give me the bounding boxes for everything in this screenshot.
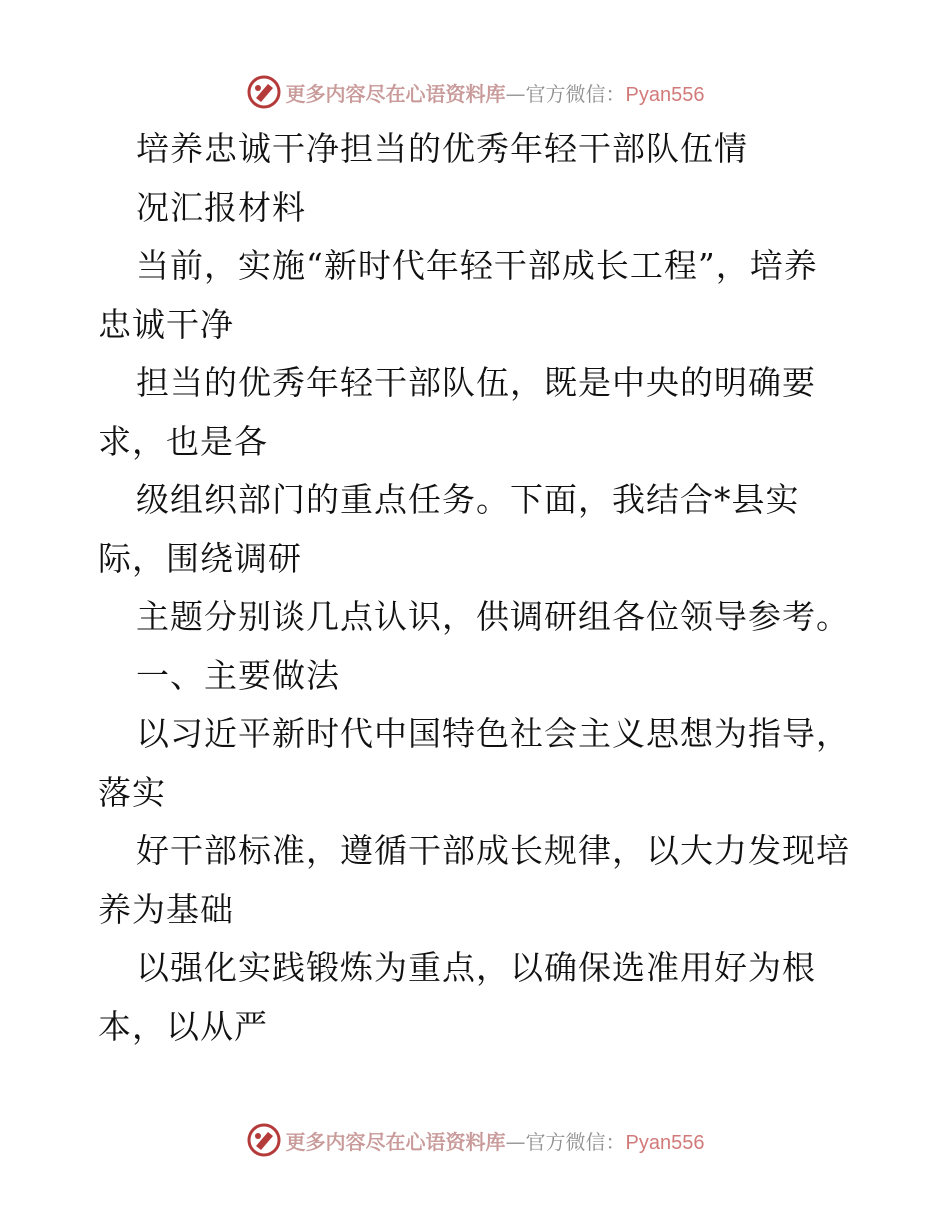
section-heading: 一、主要做法	[136, 655, 340, 695]
text-line: 忠诚干净	[98, 304, 234, 344]
text-line: 当前，实施“新时代年轻干部成长工程”，培养	[136, 246, 818, 285]
footer-banner	[0, 1120, 950, 1160]
text-line: 级组织部门的重点任务。下面，我结合*县实	[136, 480, 800, 519]
banner-text	[286, 1126, 705, 1155]
banner-text	[286, 78, 705, 107]
title-line-1: 培养忠诚干净担当的优秀年轻干部队伍情	[136, 129, 748, 168]
text-line: 落实	[98, 772, 166, 812]
text-line: 以习近平新时代中国特色社会主义思想为指导，	[136, 714, 850, 753]
text-line: 以强化实践锻炼为重点，以确保选准用好为根	[136, 948, 816, 987]
text-line: 主题分别谈几点认识，供调研组各位领导参考。	[136, 597, 850, 636]
header-banner	[0, 72, 950, 112]
banner-sub: 官方微信：	[525, 81, 626, 106]
text-line: 担当的优秀年轻干部队伍，既是中央的明确要	[136, 363, 816, 402]
logo-icon	[246, 1122, 282, 1158]
text-line: 养为基础	[98, 889, 234, 929]
banner-dash: —	[505, 81, 526, 106]
text-line: 际，围绕调研	[98, 538, 302, 578]
document-body	[98, 120, 858, 1056]
title-line-2: 况汇报材料	[136, 187, 306, 227]
logo-icon	[246, 74, 282, 110]
text-line: 本，以从严	[98, 1006, 268, 1046]
banner-main: 更多内容尽在心语资料库	[285, 1129, 506, 1154]
banner-id: Pyan556	[625, 83, 705, 106]
banner-id: Pyan556	[625, 1131, 705, 1154]
banner-dash: —	[505, 1129, 526, 1154]
text-line: 好干部标准，遵循干部成长规律，以大力发现培	[136, 831, 850, 870]
banner-main: 更多内容尽在心语资料库	[285, 81, 506, 106]
text-line: 求，也是各	[98, 421, 268, 461]
banner-sub: 官方微信：	[525, 1129, 626, 1154]
